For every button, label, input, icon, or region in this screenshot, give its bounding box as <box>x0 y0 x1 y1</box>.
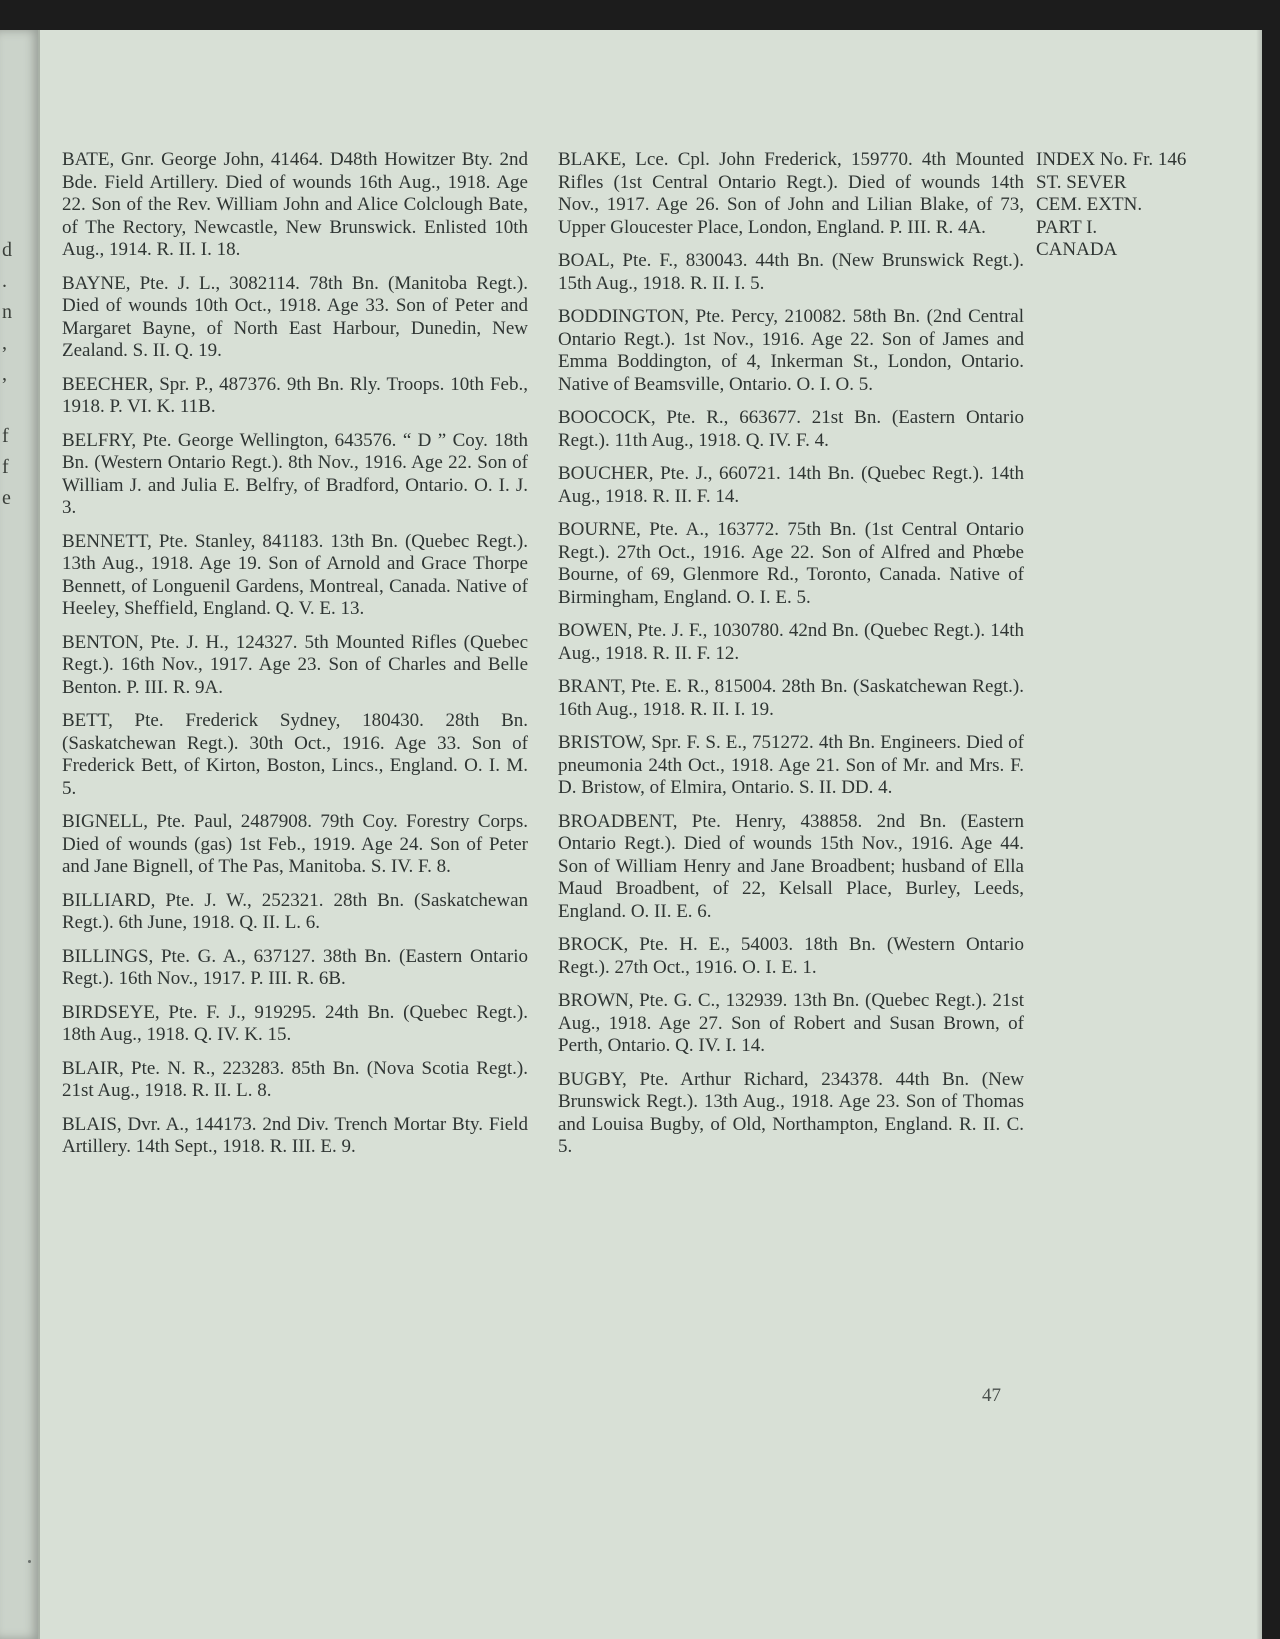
register-page <box>38 30 1262 1639</box>
page-edge-shadow <box>1256 30 1262 1639</box>
cemetery-index-note <box>1036 149 1246 262</box>
previous-page-edge <box>0 30 40 1639</box>
casualty-entry-bristow: BRISTOW, Spr. F. S. E., 751272. 4th Bn. Engineers. Died of pneumonia 24th Oct., 1918. Age 21. Son of Mr. and Mrs. F. D. Bristow, of Elmira, Ontario. S. II. DD. 4. <box>558 732 1024 798</box>
cemetery-name: ST. SEVER <box>1036 171 1127 193</box>
casualty-entry-boocock: BOOCOCK, Pte. R., 663677. 21st Bn. (Eastern Ontario Regt.). 11th Aug., 1918. Q. IV. F. 4. <box>558 407 1024 451</box>
index-number: INDEX No. Fr. 146 <box>1036 149 1187 170</box>
margin-mark: , <box>2 363 7 385</box>
casualty-entry-blair: BLAIR, Pte. N. R., 223283. 85th Bn. (Nova Scotia Regt.). 21st Aug., 1918. R. II. L. 8. <box>62 1057 528 1101</box>
paper-speck <box>28 1560 31 1563</box>
casualty-entry-birdseye: BIRDSEYE, Pte. F. J., 919295. 24th Bn. (Quebec Regt.). 18th Aug., 1918. Q. IV. K. 15. <box>62 1001 528 1045</box>
margin-mark: d <box>2 239 12 261</box>
casualty-entry-bourne: BOURNE, Pte. A., 163772. 75th Bn. (1st Central Ontario Regt.). 27th Oct., 1916. Age 22. Son of Alfred and Phœbe Bourne, of 69, Glenmore Rd., Toronto, Canada. Native of Birmingham, England. O. I. E. 5. <box>558 519 1024 608</box>
right-column <box>558 149 1024 1170</box>
casualty-entry-bayne: BAYNE, Pte. J. L., 3082114. 78th Bn. (Manitoba Regt.). Died of wounds 10th Oct., 1918. Age 33. Son of Peter and Margaret Bayne, of North East Harbour, Dunedin, New Zealand. S. II. Q. 19. <box>62 272 528 361</box>
margin-mark: n <box>2 301 12 323</box>
margin-mark: . <box>2 270 7 292</box>
left-column <box>62 149 528 1170</box>
casualty-entry-bugby: BUGBY, Pte. Arthur Richard, 234378. 44th Bn. (New Brunswick Regt.). 13th Aug., 1918. Age 23. Son of Thomas and Louisa Bugby, of Old, Northampton, England. R. II. C. 5. <box>558 1068 1024 1157</box>
margin-mark: , <box>2 332 7 354</box>
casualty-entry-bignell: BIGNELL, Pte. Paul, 2487908. 79th Coy. Forestry Corps. Died of wounds (gas) 1st Feb., 1919. Age 24. Son of Peter and Jane Bignell, of The Pas, Manitoba. S. IV. F. 8. <box>62 811 528 877</box>
casualty-entry-brock: BROCK, Pte. H. E., 54003. 18th Bn. (Western Ontario Regt.). 27th Oct., 1916. O. I. E. 1. <box>558 934 1024 978</box>
casualty-entry-brant: BRANT, Pte. E. R., 815004. 28th Bn. (Saskatchewan Regt.). 16th Aug., 1918. R. II. I. 19. <box>558 676 1024 720</box>
casualty-entry-broadbent: BROADBENT, Pte. Henry, 438858. 2nd Bn. (Eastern Ontario Regt.). Died of wounds 15th Nov., 1916. Age 44. Son of William Henry and Jane Broadbent; husband of Ella Maud Broadbent, of 22, Kelsall Place, Burley, Leeds, England. O. II. E. 6. <box>558 810 1024 922</box>
margin-mark: f <box>2 425 9 447</box>
part-number: PART I. <box>1036 216 1098 238</box>
margin-mark: f <box>2 456 9 478</box>
casualty-entry-belfry: BELFRY, Pte. George Wellington, 643576. “ D ” Coy. 18th Bn. (Western Ontario Regt.). 8th Nov., 1916. Age 22. Son of William J. and Julia E. Belfry, of Bradford, Ontario. O. I. J. 3. <box>62 429 528 518</box>
margin-mark: e <box>2 487 11 509</box>
previous-page-margin-marks <box>2 235 12 514</box>
page-number: 47 <box>982 1385 1001 1406</box>
casualty-entry-benton: BENTON, Pte. J. H., 124327. 5th Mounted Rifles (Quebec Regt.). 16th Nov., 1917. Age 23. Son of Charles and Belle Benton. P. III. R. 9A. <box>62 631 528 698</box>
casualty-entry-brown: BROWN, Pte. G. C., 132939. 13th Bn. (Quebec Regt.). 21st Aug., 1918. Age 27. Son of Robert and Susan Brown, of Perth, Ontario. Q. IV. I. 14. <box>558 990 1024 1056</box>
casualty-entry-bate: BATE, Gnr. George John, 41464. D48th Howitzer Bty. 2nd Bde. Field Artillery. Died of wounds 16th Aug., 1918. Age 22. Son of the Rev. William John and Alice Colclough Bate, of The Rectory, Newcastle, New Brunswick. Enlisted 10th Aug., 1914. R. II. I. 18. <box>62 149 528 260</box>
casualty-entry-beecher: BEECHER, Spr. P., 487376. 9th Bn. Rly. Troops. 10th Feb., 1918. P. VI. K. 11B. <box>62 373 528 417</box>
casualty-entry-boddington: BODDINGTON, Pte. Percy, 210082. 58th Bn. (2nd Central Ontario Regt.). 1st Nov., 1916. Age 22. Son of James and Emma Boddington, of 4, Inkerman St., London, Ontario. Native of Beamsville, Ontario. O. I. O. 5. <box>558 306 1024 395</box>
margin-mark <box>2 390 12 421</box>
casualty-entry-boucher: BOUCHER, Pte. J., 660721. 14th Bn. (Quebec Regt.). 14th Aug., 1918. R. II. F. 14. <box>558 463 1024 507</box>
casualty-entry-blais: BLAIS, Dvr. A., 144173. 2nd Div. Trench Mortar Bty. Field Artillery. 14th Sept., 1918. R. III. E. 9. <box>62 1113 528 1157</box>
casualty-entry-bett: BETT, Pte. Frederick Sydney, 180430. 28th Bn. (Saskatchewan Regt.). 30th Oct., 1916. Age 33. Son of Frederick Bett, of Kirton, Boston, Lincs., England. O. I. M. 5. <box>62 710 528 799</box>
cemetery-extension: CEM. EXTN. <box>1036 194 1143 215</box>
casualty-entry-billings: BILLINGS, Pte. G. A., 637127. 38th Bn. (Eastern Ontario Regt.). 16th Nov., 1917. P. III. R. 6B. <box>62 945 528 989</box>
country: CANADA <box>1036 239 1118 260</box>
casualty-entry-bowen: BOWEN, Pte. J. F., 1030780. 42nd Bn. (Quebec Regt.). 14th Aug., 1918. R. II. F. 12. <box>558 620 1024 664</box>
casualty-entry-boal: BOAL, Pte. F., 830043. 44th Bn. (New Brunswick Regt.). 15th Aug., 1918. R. II. I. 5. <box>558 250 1024 294</box>
casualty-entry-billiard: BILLIARD, Pte. J. W., 252321. 28th Bn. (Saskatchewan Regt.). 6th June, 1918. Q. II. L. 6. <box>62 889 528 933</box>
casualty-entry-blake: BLAKE, Lce. Cpl. John Frederick, 159770. 4th Mounted Rifles (1st Central Ontario Regt.). Died of wounds 14th Nov., 1917. Age 26. Son of John and Lilian Blake, of 73, Upper Gloucester Place, London, England. P. III. R. 4A. <box>558 149 1024 238</box>
casualty-entry-bennett: BENNETT, Pte. Stanley, 841183. 13th Bn. (Quebec Regt.). 13th Aug., 1918. Age 19. Son of Arnold and Grace Thorpe Bennett, of Longuenil Gardens, Montreal, Canada. Native of Heeley, Sheffield, England. Q. V. E. 13. <box>62 530 528 619</box>
